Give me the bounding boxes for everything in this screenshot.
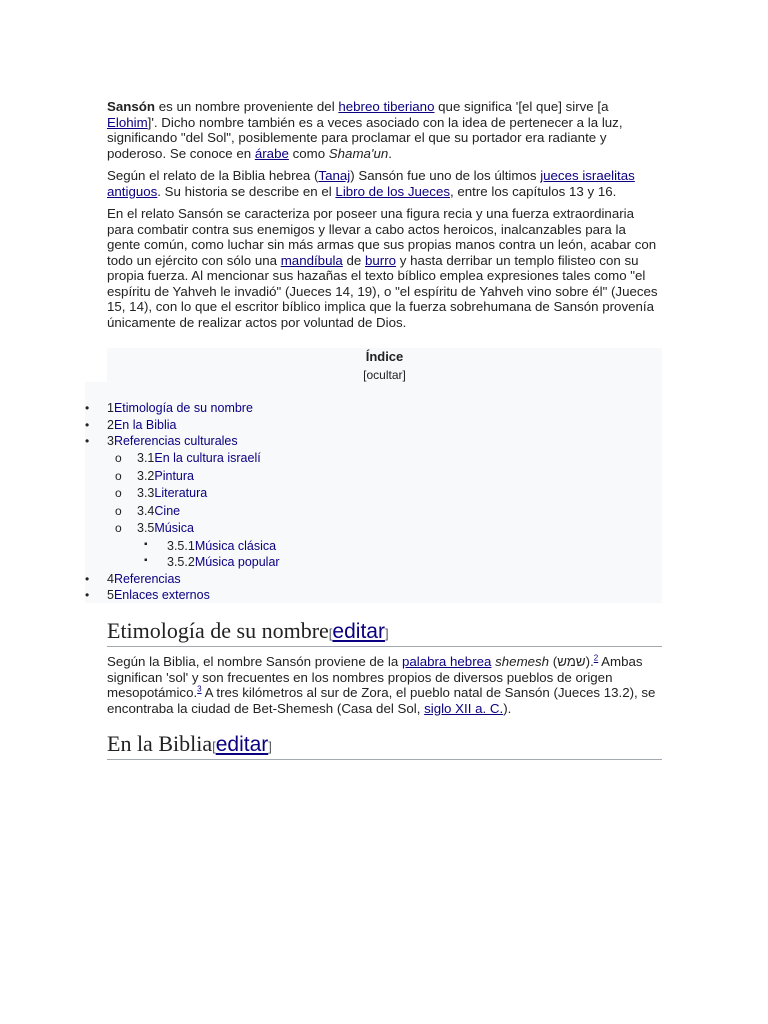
section-heading-etimologia (107, 618, 662, 647)
toc-num: 4 (107, 572, 114, 586)
text: ]'. Dicho nombre también es a veces asociado con la idea de pertenecer a la luz, significando "del Sol", posiblemente para proclamar el que su portador era radiante y poderoso. Se conoce en (107, 114, 623, 161)
square-bullet-icon: ▪ (144, 539, 148, 550)
toc-link[interactable]: Literatura (154, 486, 208, 500)
toc-link[interactable]: Referencias culturales (113, 434, 238, 448)
text: , entre los capítulos 13 y 16. (450, 183, 617, 199)
link-palabra-hebrea[interactable]: palabra hebrea (401, 654, 492, 669)
toc-link[interactable]: En la Biblia (113, 418, 177, 432)
text: ). (503, 700, 512, 716)
link-siglo-xii[interactable]: siglo XII a. C. (424, 700, 504, 716)
toc-num: 5 (107, 588, 114, 602)
toc-notch (85, 348, 107, 382)
text: de (342, 252, 366, 268)
toc-num: 3.4 (137, 504, 155, 518)
toc-link[interactable]: Música clásica (194, 539, 277, 553)
intro-paragraph-3 (107, 206, 662, 330)
toc-title: Índice (365, 349, 404, 364)
toc-item-3-5-2[interactable] (167, 555, 280, 570)
toc-num: 3.1 (137, 451, 155, 465)
bullet-icon: • (85, 572, 90, 586)
text: Según la Biblia, el nombre Sansón proviene de la (107, 654, 402, 669)
toc-item-3-4[interactable] (137, 504, 180, 519)
circle-bullet-icon: o (115, 504, 122, 518)
toc-link[interactable]: Cine (154, 504, 181, 518)
text: y hasta derribar un templo filisteo con su propia fuerza. Al mencionar sus hazañas el texto bíblico emplea expresiones tales como "el espíritu de Yahveh le invadió" (Jueces 14, 19), o "el espíritu de Yahveh vino sobre él" (Jueces 15, 14), con lo que el escritor bíblico implica que la fuerza sobrehumana de Sansón provenía únicamente de realizar actos por voluntad de Dios. (107, 252, 658, 330)
bracket: ] (402, 368, 406, 382)
bracket: [ (363, 368, 367, 382)
toc-link[interactable]: Música (154, 521, 194, 535)
toc-link[interactable]: Enlaces externos (113, 588, 210, 602)
bracket: ] (268, 739, 272, 754)
link-elohim[interactable]: Elohim (107, 114, 148, 130)
link-jueces-israelitas[interactable]: jueces israelitas antiguos (107, 168, 635, 199)
edit-link[interactable]: editar (332, 620, 385, 643)
toc-num: 3.2 (137, 469, 155, 483)
toc-num: 3.5.1 (167, 539, 195, 553)
text: En el relato Sansón se caracteriza por poseer una figura recia y una fuerza extraordinaria para combatir contra sus enemigos y llevar a cabo actos heroicos, inalcanzables para la gente común, como luchar sin más armas que sus propias manos contra un león, acabar con todo un ejército con sólo una (107, 206, 657, 268)
toc-num: 3.3 (137, 486, 155, 500)
toc-num: 3 (107, 434, 114, 448)
text: Ambas significan 'sol' y son frecuentes en los nombres propios de diversos pueblos de origen mesopotámico. (107, 654, 643, 700)
text: Según el relato de la Biblia hebrea ( (107, 168, 319, 183)
etimologia-paragraph (107, 654, 662, 716)
link-mandibula[interactable]: mandíbula (280, 252, 343, 268)
text: es un nombre proveniente del (155, 99, 339, 114)
reference-link[interactable]: 3 (197, 684, 202, 694)
toc-item-1[interactable] (107, 401, 253, 416)
text: . Su historia se describe en el (157, 183, 336, 199)
toc-link[interactable]: Pintura (154, 469, 194, 483)
article-title-bold: Sansón (107, 99, 156, 114)
toc-num: 3.5 (137, 521, 155, 535)
bracket: ] (384, 626, 389, 641)
toc-item-3-2[interactable] (137, 469, 194, 484)
toc-item-3-3[interactable] (137, 486, 207, 501)
text: (שמש). (549, 654, 594, 669)
toc-item-3-5[interactable] (137, 521, 194, 536)
link-libro-jueces[interactable]: Libro de los Jueces (335, 183, 450, 199)
edit-link[interactable]: editar (215, 733, 269, 756)
intro-paragraph-1 (107, 99, 662, 161)
toc-num: 1 (107, 401, 114, 415)
toc-link[interactable]: Referencias (113, 572, 181, 586)
square-bullet-icon: ▪ (144, 555, 148, 566)
bullet-icon: • (85, 588, 90, 602)
bullet-icon: • (85, 418, 90, 432)
toc-item-3-1[interactable] (137, 451, 261, 466)
toc-num: 3.5.2 (167, 555, 195, 569)
reference-link[interactable]: 2 (593, 653, 599, 663)
toc-num: 2 (107, 418, 114, 432)
text: A tres kilómetros al sur de Zora, el pueblo natal de Sansón (Jueces 13.2), se encontraba la ciudad de Bet-Shemesh (Casa del Sol, (107, 685, 656, 716)
link-hebreo-tiberiano[interactable]: hebreo tiberiano (338, 99, 435, 114)
section-heading-en-la-biblia (107, 731, 662, 760)
intro-paragraph-2 (107, 168, 662, 199)
toc-toggle[interactable] (107, 368, 662, 382)
bracket: [ (328, 626, 333, 641)
toc-item-2[interactable] (107, 418, 177, 433)
bullet-icon: • (85, 434, 90, 448)
text: ) Sansón fue uno de los últimos (350, 168, 541, 183)
text: como (288, 145, 329, 161)
link-arabe[interactable]: árabe (254, 145, 289, 161)
toc-link[interactable]: Música popular (194, 555, 280, 569)
bullet-icon: • (85, 401, 90, 415)
link-tanaj[interactable]: Tanaj (318, 168, 351, 183)
text: que significa '[el que] sirve [a (434, 99, 609, 114)
toc-item-3-5-1[interactable] (167, 539, 276, 554)
toc-toggle-label[interactable]: ocultar (366, 368, 403, 382)
circle-bullet-icon: o (115, 486, 122, 500)
link-burro[interactable]: burro (365, 252, 397, 268)
toc-link[interactable]: Etimología de su nombre (113, 401, 253, 415)
article-intro (107, 99, 662, 337)
circle-bullet-icon: o (115, 451, 122, 465)
toc-link[interactable]: En la cultura israelí (154, 451, 261, 465)
circle-bullet-icon: o (115, 469, 122, 483)
italic-term: shemesh (495, 654, 550, 669)
italic-term: Shama'un (328, 145, 389, 161)
heading-text: Etimología de su nombre (107, 618, 329, 643)
heading-text: En la Biblia (107, 731, 213, 756)
toc-item-3[interactable] (107, 434, 238, 449)
toc-item-4[interactable] (107, 572, 181, 587)
circle-bullet-icon: o (115, 521, 122, 535)
text: . (388, 145, 392, 161)
toc-item-5[interactable] (107, 588, 210, 603)
bracket: [ (212, 739, 216, 754)
